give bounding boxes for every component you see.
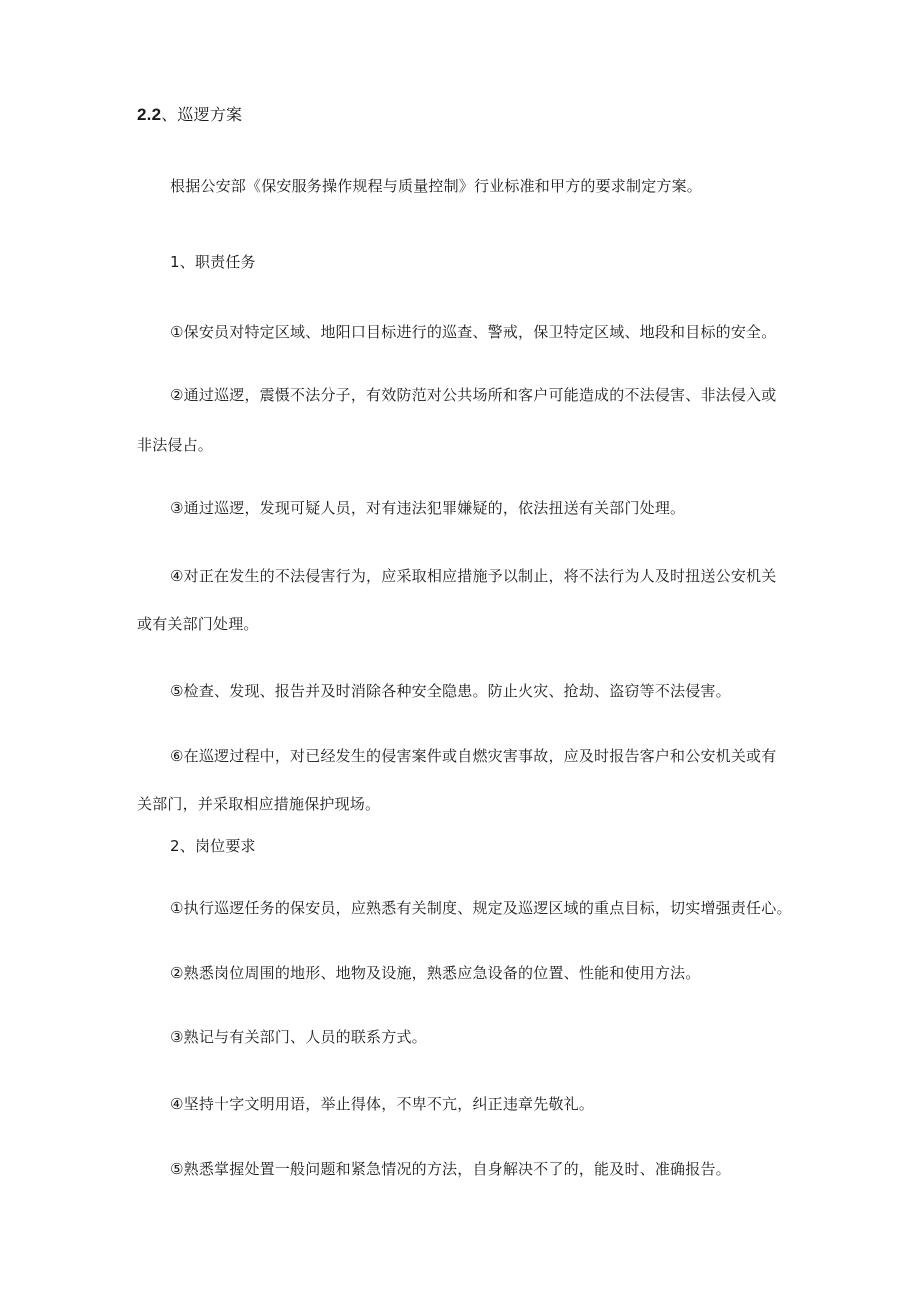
duty-item-2-line-1: ②通过巡逻，震慑不法分子，有效防范对公共场所和客户可能造成的不法侵害、非法侵入或 (170, 386, 777, 404)
subsection-title-requirements: 2、岗位要求 (170, 837, 256, 855)
section-heading (137, 105, 242, 125)
requirement-item-5: ⑤熟悉掌握处置一般问题和紧急情况的方法，自身解决不了的，能及时、准确报告。 (170, 1160, 731, 1178)
requirement-item-3: ③熟记与有关部门、人员的联系方式。 (170, 1028, 427, 1046)
duty-item-6-line-1: ⑥在巡逻过程中，对已经发生的侵害案件或自燃灾害事故，应及时报告客户和公安机关或有 (170, 747, 777, 765)
subsection-title-duties: 1、职责任务 (170, 253, 256, 271)
duty-item-4-line-1: ④对正在发生的不法侵害行为，应采取相应措施予以制止，将不法行为人及时扭送公安机关 (170, 567, 777, 585)
duty-item-2-line-2: 非法侵占。 (137, 436, 214, 454)
requirement-item-1: ①执行巡逻任务的保安员，应熟悉有关制度、规定及巡逻区域的重点目标，切实增强责任心。 (170, 899, 792, 917)
duty-item-1: ①保安员对特定区域、地阳口目标进行的巡查、警戒，保卫特定区域、地段和目标的安全。 (170, 323, 777, 341)
section-number: 2.2 (137, 105, 162, 124)
duty-item-6-line-2: 关部门，并采取相应措施保护现场。 (137, 795, 381, 813)
duty-item-3: ③通过巡逻，发现可疑人员，对有违法犯罪嫌疑的，依法扭送有关部门处理。 (170, 499, 686, 517)
intro-paragraph: 根据公安部《保安服务操作规程与质量控制》行业标准和甲方的要求制定方案。 (170, 177, 703, 195)
section-title: 、巡逻方案 (161, 105, 243, 124)
requirement-item-4: ④坚持十字文明用语，举止得体，不卑不亢，纠正违章先敬礼。 (170, 1095, 595, 1113)
duty-item-5: ⑤检查、发现、报告并及时消除各种安全隐患。防止火灾、抢劫、盗窃等不法侵害。 (170, 682, 731, 700)
requirement-item-2: ②熟悉岗位周围的地形、地物及设施，熟悉应急设备的位置、性能和使用方法。 (170, 964, 701, 982)
duty-item-4-line-2: 或有关部门处理。 (137, 615, 259, 633)
